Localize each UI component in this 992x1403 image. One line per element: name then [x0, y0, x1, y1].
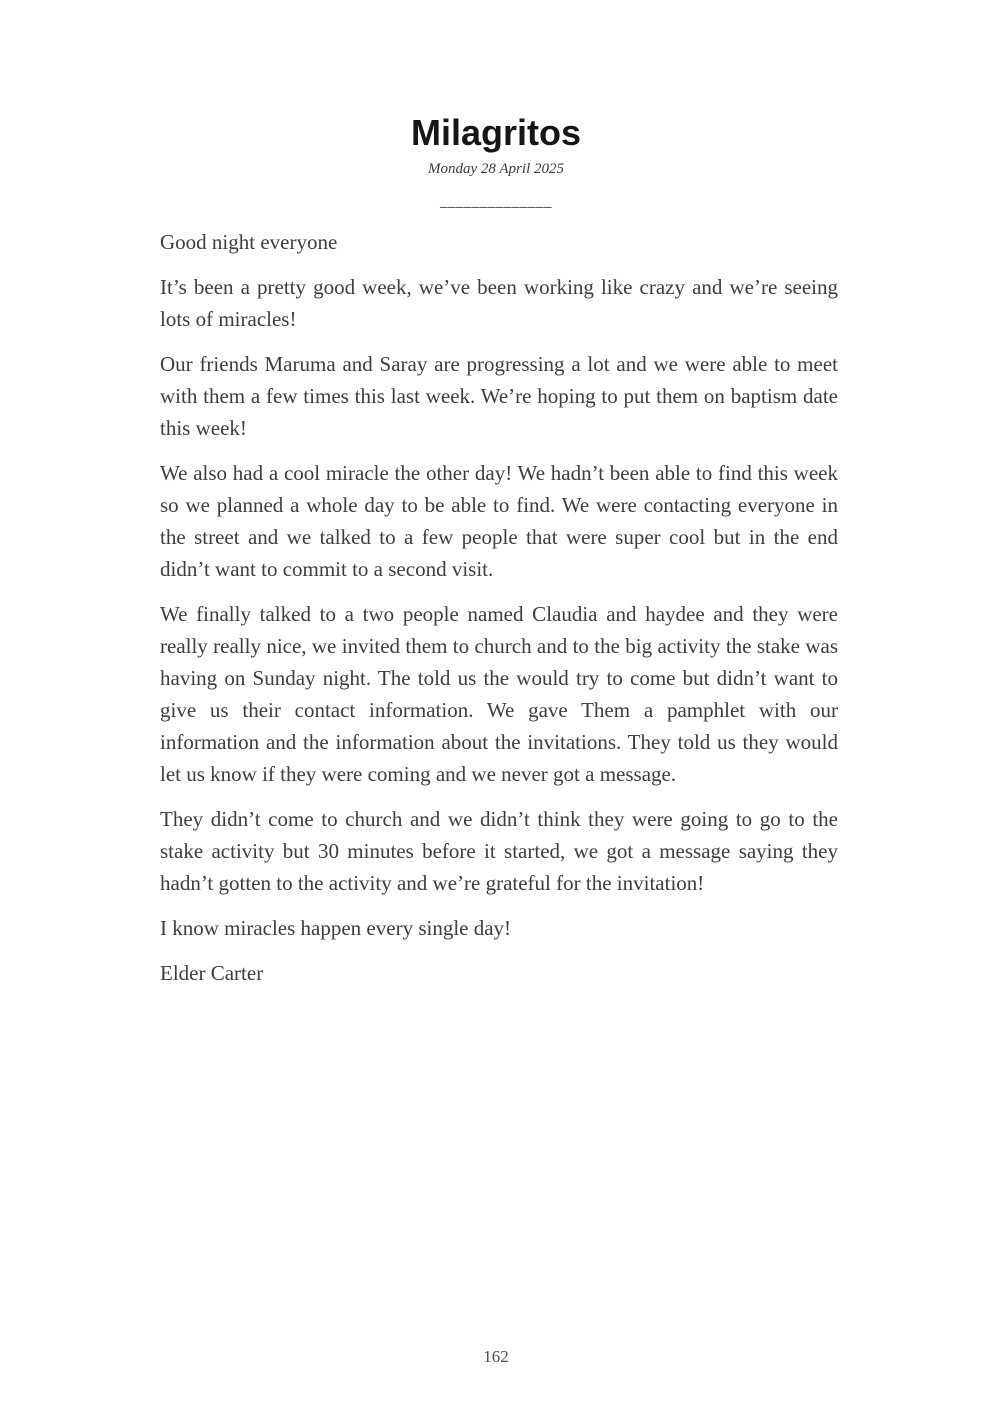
entry-body	[160, 226, 838, 1002]
paragraph: It’s been a pretty good week, we’ve been working like crazy and we’re seeing lots of miracles!	[160, 275, 838, 331]
entry-date: Monday 28 April 2025	[428, 161, 564, 177]
page-number: 162	[483, 1347, 509, 1366]
page-title: Milagritos	[410, 112, 581, 153]
page-header	[0, 113, 992, 212]
paragraph-greeting: Good night everyone	[160, 230, 338, 254]
paragraph: We also had a cool miracle the other day! We hadn’t been able to find this week so we planned a whole day to be able to find. We were contacting everyone in the street and we talked to a few people that were super cool but in the end didn’t want to commit to a second visit.	[160, 461, 838, 581]
paragraph-signature: Elder Carter	[160, 961, 264, 985]
paragraph: I know miracles happen every single day!	[160, 916, 512, 940]
separator-rule: ______________	[440, 194, 552, 210]
paragraph: We finally talked to a two people named Claudia and haydee and they were really really nice, we invited them to church and to the big activity the stake was having on Sunday night. The told us the would try to come but didn’t want to give us their contact information. We gave Them a pamphlet with our information and the information about the invitations. They told us they would let us know if they were coming and we never got a message.	[160, 602, 838, 786]
paragraph: Our friends Maruma and Saray are progressing a lot and we were able to meet with them a few times this last week. We’re hoping to put them on baptism date this week!	[160, 352, 838, 440]
paragraph: They didn’t come to church and we didn’t think they were going to go to the stake activity but 30 minutes before it started, we got a message saying they hadn’t gotten to the activity and we’re grateful for the invitation!	[160, 807, 838, 895]
